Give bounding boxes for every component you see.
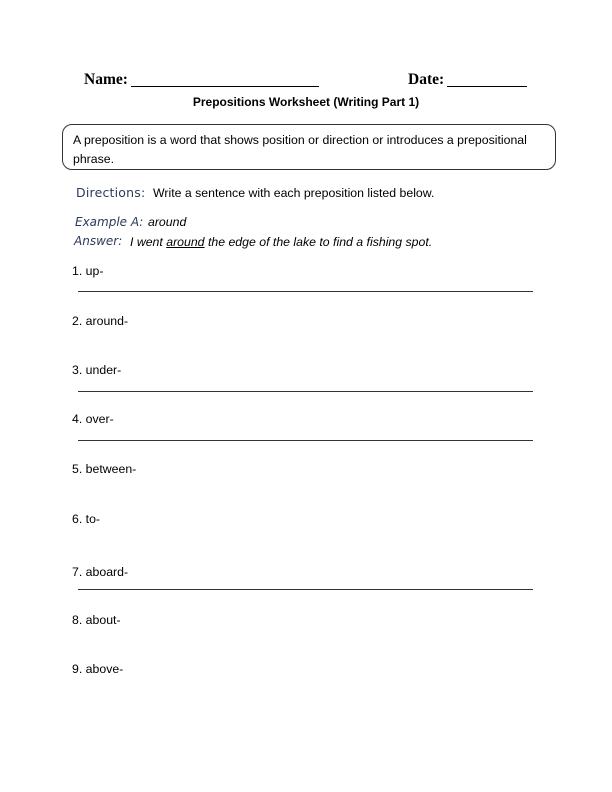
example-word: around: [148, 215, 187, 229]
directions-text: Write a sentence with each preposition listed below.: [153, 186, 435, 200]
writing-line[interactable]: [78, 440, 533, 441]
answer-text-after: the edge of the lake to find a fishing spot.: [204, 235, 433, 249]
answer-text: [130, 235, 432, 249]
date-field[interactable]: [447, 86, 527, 87]
answer-label: Answer:: [74, 234, 123, 248]
date-label: Date:: [408, 71, 445, 88]
item-about: 8. about-: [72, 613, 121, 627]
example-label: Example A:: [75, 215, 144, 229]
item-up: 1. up-: [72, 264, 104, 278]
name-field[interactable]: [131, 86, 319, 87]
definition-text: A preposition is a word that shows position or direction or introduces a prepositional phrase.: [73, 133, 527, 166]
directions-label: Directions:: [76, 185, 146, 200]
item-over: 4. over-: [72, 412, 114, 426]
answer-underlined-word: around: [166, 235, 205, 249]
definition-box: [62, 124, 556, 170]
worksheet-title: Prepositions Worksheet (Writing Part 1): [192, 95, 420, 109]
item-aboard: 7. aboard-: [72, 565, 129, 579]
name-label: Name:: [84, 71, 128, 88]
writing-line[interactable]: [78, 589, 533, 590]
item-to: 6. to-: [72, 512, 101, 526]
item-above: 9. above-: [72, 662, 124, 676]
answer-text-before: I went: [130, 235, 167, 249]
item-around: 2. around-: [72, 314, 129, 328]
writing-line[interactable]: [78, 391, 533, 392]
item-between: 5. between-: [72, 462, 137, 476]
item-under: 3. under-: [72, 363, 122, 377]
writing-line[interactable]: [78, 291, 533, 292]
